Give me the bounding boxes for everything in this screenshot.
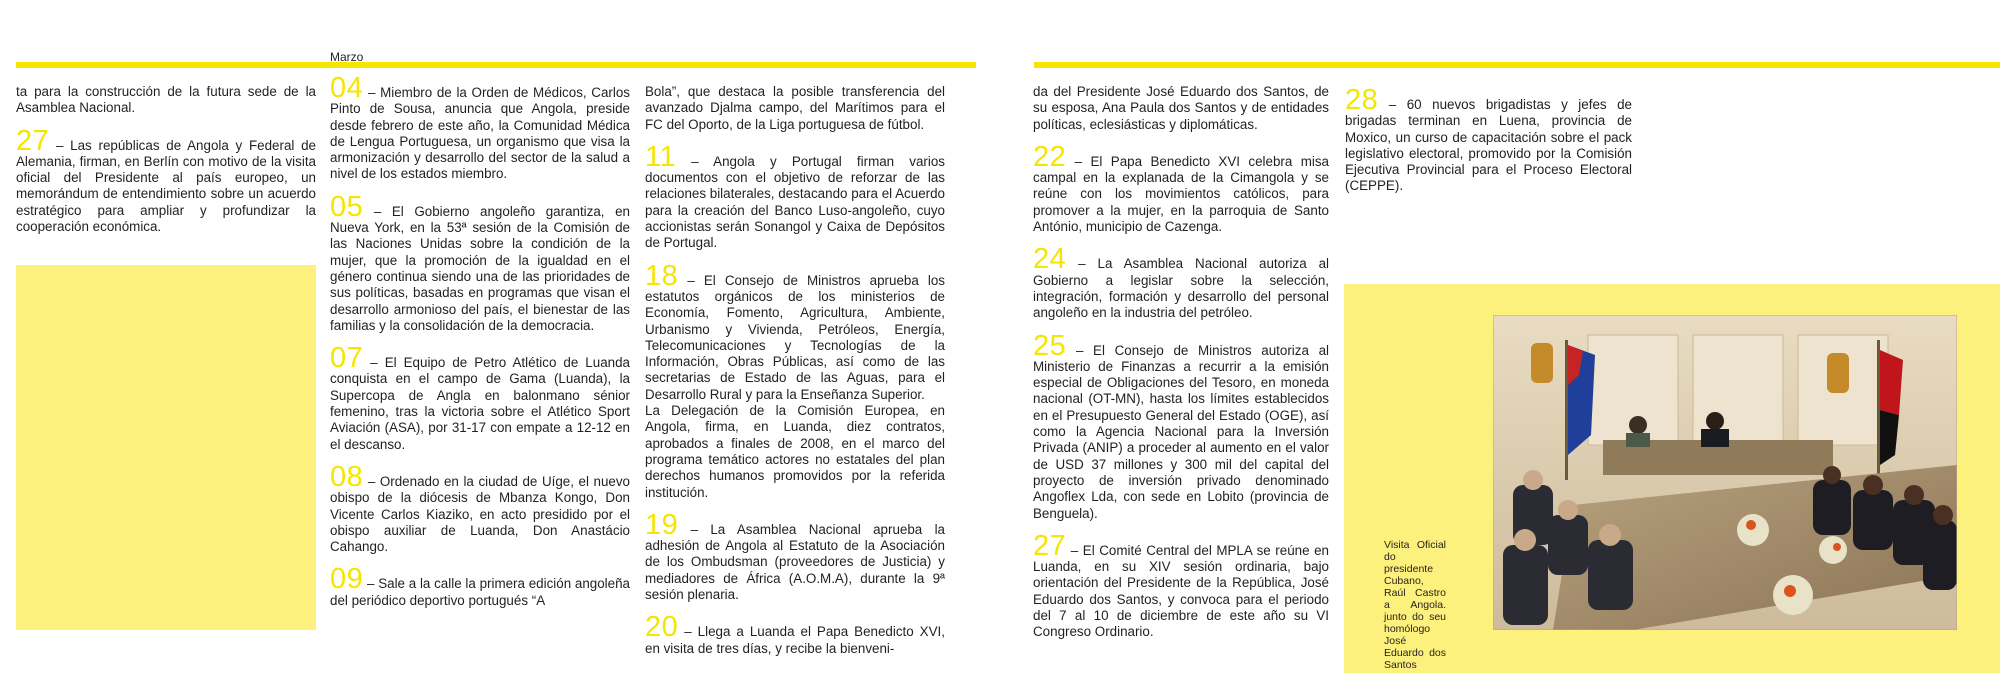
entry-text: – Sale a la calle la primera edición angoleña del periódico deportivo portugués “A [330,576,630,608]
chronology-entry [330,460,630,555]
day-number: 04 [330,72,364,104]
entry-text: – Miembro de la Orden de Médicos, Carlos Pinto de Sousa, anuncia que Angola, preside desde febrero de este año, la Comunidad Médica de Lengua Portuguesa, un organismo que visa la armonización y desarrollo del sector de la salud a nivel de los estados miembro. [330,85,630,182]
day-number: 11 [645,140,677,173]
chronology-entry [330,190,630,334]
day-number: 18 [645,259,679,292]
top-rule-left [16,62,976,68]
top-rule-right [1034,62,2000,68]
continued-text: Bola”, que destaca la posible transferencia del avanzado Djalma campo, del Marítimos para el FC del Oporto, de la Liga portuguesa de fútbol. [645,84,945,132]
entry-text: – El Equipo de Petro Atlético de Luanda conquista en el campo de Gama (Luanda), la Supercopa de Angla en balonmano sénior femenino, tras la victoria sobre el Atlético Sport Aviación (ASA), por 31-17 con empate a 12-12 en el descanso. [330,355,630,452]
chronology-entry [330,72,630,183]
column-2 [330,72,630,621]
day-number: 05 [330,190,364,223]
entry-text: – 60 nuevos brigadistas y jefes de brigadas terminan en Luena, provincia de Moxico, un curso de capacitación sobre el pack legislativo electoral, promovido por la Comisión Ejecutiva Provincial para el Proceso Electoral (CEPPE). [1345,97,1632,194]
chronology-entry [1033,329,1329,522]
continued-text: ta para la construcción de la futura sede de la Asamblea Nacional. [16,84,316,116]
entry-text: – El Consejo de Ministros aprueba los estatutos orgánicos de los ministerios de Economía, Fomento, Agricultura, Ambiente, Urbanismo y Vivienda, Petróleos, Energía, Telecomunicaciones y Tecnologías de la Información, Obras Públicas, así como de las secretarias de Estado de las Aguas, para el Desarrollo Rural y para la Enseñanza Superior. [645,272,945,402]
entry-text: – Angola y Portugal firman varios documentos con el objetivo de reforzar de las relaciones bilaterales, destacando para el Acuerdo para la creación del Banco Luso-angoleño, cuyo accionistas serán Sonangol y Caixa de Depósitos de Portugal. [645,153,945,251]
yellow-block-left [16,265,316,630]
day-number: 24 [1033,243,1067,276]
day-number: 27 [1033,529,1067,562]
chronology-entry [645,140,945,252]
chronology-entry [645,259,945,403]
day-number: 07 [330,342,364,375]
entry-text: – El Papa Benedicto XVI celebra misa campal en la explanada de la Cimangola y se reúne con los movimientos católicos, para promover a la mujer, en la parroquia de Santo António, municipio de Cazenga. [1033,153,1329,235]
day-number: 20 [645,611,679,644]
entry-text: – El Consejo de Ministros autoriza al Ministerio de Finanzas a recurrir a la emisión especial de Obligaciones del Tesoro, en moneda nacional (OT-MN), hasta los límites establecidos en el Presupuesto General del Estado (OGE), así como la Agencia Nacional para la Inversión Privada (ANIP) a proceder al aumento en el valor de USD 37 millones y 300 mil del capital del proyecto de inversión privado denominado Angoflex Lda, con sede en Lobito (provincia de Benguela). [1033,342,1329,521]
entry-text: – El Comité Central del MPLA se reúne en Luanda, en su XIV sesión ordinaria, bajo orientación del Presidente de la República, José Eduardo dos Santos, y convoca para el periodo del 7 al 10 de diciembre de este año su VI Congreso Ordinario. [1033,542,1329,640]
day-number: 22 [1033,140,1067,173]
month-label: Marzo [330,50,364,64]
day-number: 27 [16,124,50,157]
chronology-entry [645,611,945,657]
chronology-entry [1345,84,1632,195]
entry-text: – El Gobierno angoleño garantiza, en Nueva York, en la 53ª sesión de la Comisión de las Naciones Unidas sobre la condición de la mujer, que la promoción de la igualdad en el género continua siendo una de las prioridades de sus políticas, basadas en programas que visan el desarrollo armonioso del país, el bienestar de las familias y la consolidación de la democracia. [330,203,630,333]
column-5 [1345,84,1632,207]
chronology-entry [645,403,945,501]
day-number: 28 [1345,84,1379,116]
chronology-entry [330,563,630,609]
chronology-entry [16,124,316,236]
chronology-entry [1033,243,1329,321]
entry-text: – Las repúblicas de Angola y Federal de Alemania, firman, en Berlín con motivo de la visita oficial del Presidente al país europeo, un memorándum de entendimiento sobre un acuerdo estratégico para ampliar y profundizar la cooperación económica. [16,137,316,235]
day-number: 08 [330,460,364,493]
entry-text: – Llega a Luanda el Papa Benedicto XVI, en visita de tres días, y recibe la bienveni- [645,624,945,656]
column-1 [16,84,316,247]
chronology-entry [1033,529,1329,641]
column-3 [645,84,945,669]
entry-text: – Ordenado en la ciudad de Uíge, el nuevo obispo de la diócesis de Mbanza Kongo, Don Vicente Carlos Kiaziko, en acto presidido por el obispo auxiliar de Luanda, Don Anastácio Cahango. [330,473,630,555]
column-4 [1033,84,1329,653]
day-number: 19 [645,508,679,541]
day-number: 25 [1033,329,1067,362]
photo-caption: Visita Oficial do presidente Cubano, Raúl Castro a Angola. junto do seu homólogo José Eduardo dos Santos [1384,539,1446,671]
chronology-entry [1033,140,1329,235]
chronology-entry [645,508,945,603]
continued-text: da del Presidente José Eduardo dos Santos, de su esposa, Ana Paula dos Santos y de entidades políticas, eclesiásticas y diplomáticas. [1033,84,1329,132]
entry-text: La Delegación de la Comisión Europea, en Angola, firma, en Luanda, diez contratos, aprobados a finales de 2008, en el marco del programa temático actores no estatales del plan derechos humanos promovidos por la referida institución. [645,403,945,500]
entry-text: – La Asamblea Nacional autoriza al Gobierno a legislar sobre la selección, integración, formación y desarrollo del personal angoleño en la industria del petróleo. [1033,256,1329,321]
meeting-photo [1493,315,1957,630]
day-number: 09 [330,563,364,596]
entry-text: – La Asamblea Nacional aprueba la adhesión de Angola al Estatuto de la Asociación de los Ombudsman (proveedores de Justicia) y mediadores de África (A.O.M.A), durante la 9ª sesión plenaria. [645,521,945,603]
chronology-entry [330,342,630,453]
